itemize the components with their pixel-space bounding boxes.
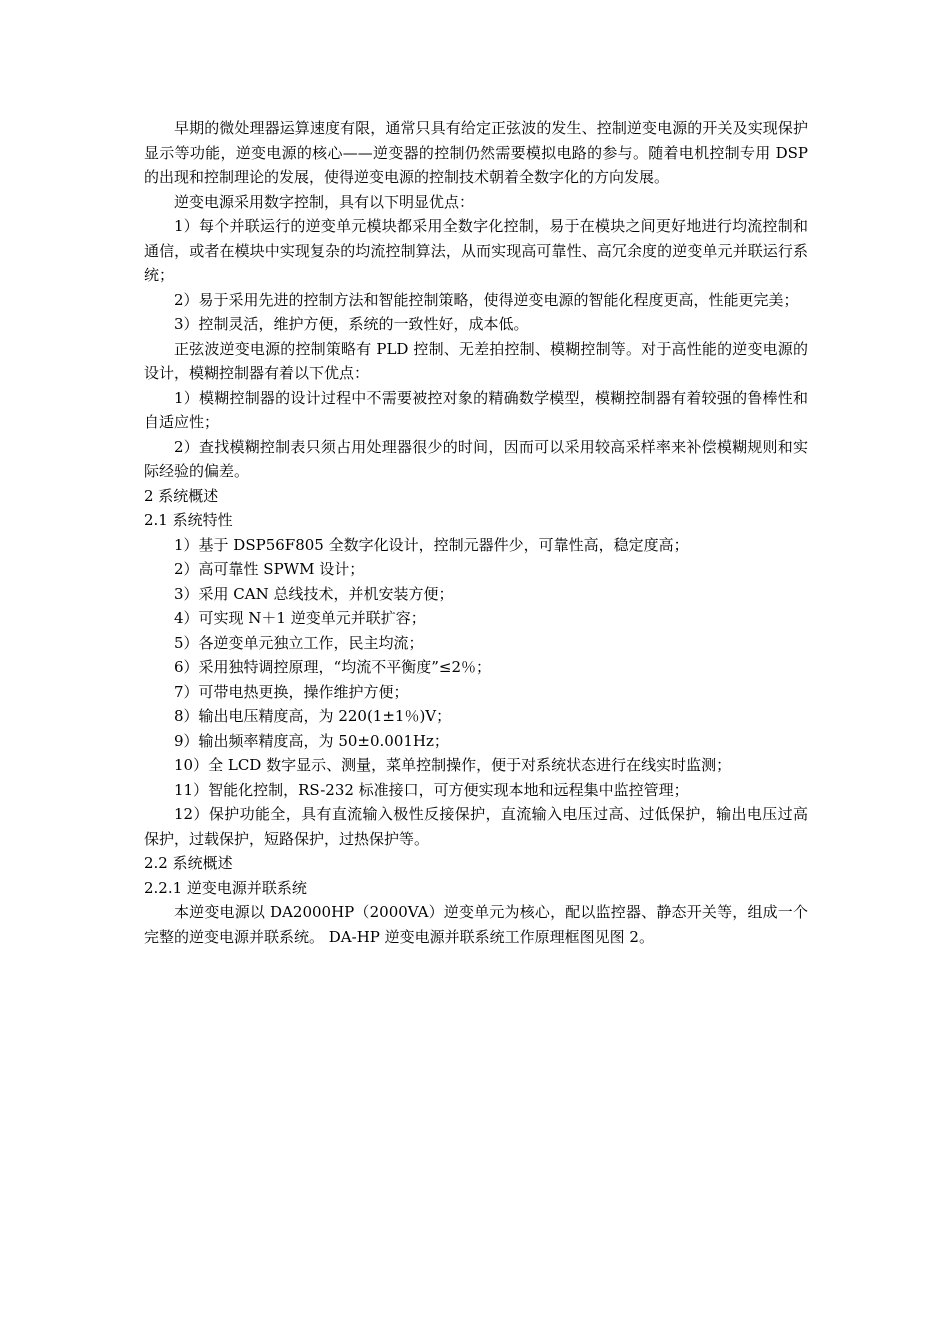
feature-item: 10）全 LCD 数字显示、测量，菜单控制操作，便于对系统状态进行在线实时监测； <box>174 756 732 774</box>
feature-item: 4）可实现 N＋1 逆变单元并联扩容； <box>174 609 426 627</box>
feature-item: 7）可带电热更换，操作维护方便； <box>174 682 409 701</box>
feature-item: 9）输出频率精度高，为 50±0.001Hz； <box>174 731 449 750</box>
feature-item: 6）采用独特调控原理，“均流不平衡度”≤2％； <box>174 658 491 676</box>
document-body <box>144 116 808 949</box>
feature-item: 5）各逆变单元独立工作，民主均流； <box>174 633 424 652</box>
section-2-2-heading: 2.2 系统概述 <box>144 854 233 872</box>
intro-paragraph-3: 正弦波逆变电源的控制策略有 PLD 控制、无差拍控制、模糊控制等。对于高性能的逆变电源的设计，模糊控制器有着以下优点： <box>144 339 808 382</box>
intro-paragraph-1: 早期的微处理器运算速度有限，通常只具有给定正弦波的发生、控制逆变电源的开关及实现保护显示等功能，逆变电源的核心——逆变器的控制仍然需要模拟电路的参与。随着电机控制专用 DSP 的出现和控制理论的发展，使得逆变电源的控制技术朝着全数字化的方向发展。 <box>144 119 808 186</box>
fuzzy-advantage-2: 2）查找模糊控制表只须占用处理器很少的时间，因而可以采用较高采样率来补偿模糊规则和实际经验的偏差。 <box>144 437 808 480</box>
advantage-item-2: 2）易于采用先进的控制方法和智能控制策略，使得逆变电源的智能化程度更高，性能更完美； <box>174 290 799 309</box>
section-2-2-1-heading: 2.2.1 逆变电源并联系统 <box>144 878 307 897</box>
system-paragraph: 本逆变电源以 DA2000HP（2000VA）逆变单元为核心，配以监控器、静态开关等，组成一个完整的逆变电源并联系统。 DA-HP 逆变电源并联系统工作原理框图见图 2。 <box>144 903 808 946</box>
section-2-heading: 2 系统概述 <box>144 486 219 505</box>
feature-item: 2）高可靠性 SPWM 设计； <box>174 560 365 578</box>
section-2-1-heading: 2.1 系统特性 <box>144 511 233 529</box>
intro-paragraph-2: 逆变电源采用数字控制，具有以下明显优点： <box>174 192 475 211</box>
feature-item: 3）采用 CAN 总线技术，并机安装方便； <box>174 584 454 603</box>
feature-item: 1）基于 DSP56F805 全数字化设计，控制元器件少，可靠性高，稳定度高； <box>174 535 689 554</box>
feature-item: 12）保护功能全，具有直流输入极性反接保护，直流输入电压过高、过低保护，输出电压过高保护，过载保护，短路保护，过热保护等。 <box>144 805 808 848</box>
advantage-item-3: 3）控制灵活，维护方便，系统的一致性好，成本低。 <box>174 315 529 333</box>
feature-item: 8）输出电压精度高，为 220(1±1％)V； <box>174 707 452 725</box>
fuzzy-advantage-1: 1）模糊控制器的设计过程中不需要被控对象的精确数学模型，模糊控制器有着较强的鲁棒性和自适应性； <box>144 388 808 431</box>
feature-item: 11）智能化控制，RS-232 标准接口，可方便实现本地和远程集中监控管理； <box>174 780 689 799</box>
advantage-item-1: 1）每个并联运行的逆变单元模块都采用全数字化控制，易于在模块之间更好地进行均流控制和通信，或者在模块中实现复杂的均流控制算法，从而实现高可靠性、高冗余度的逆变单元并联运行系统； <box>144 217 808 284</box>
